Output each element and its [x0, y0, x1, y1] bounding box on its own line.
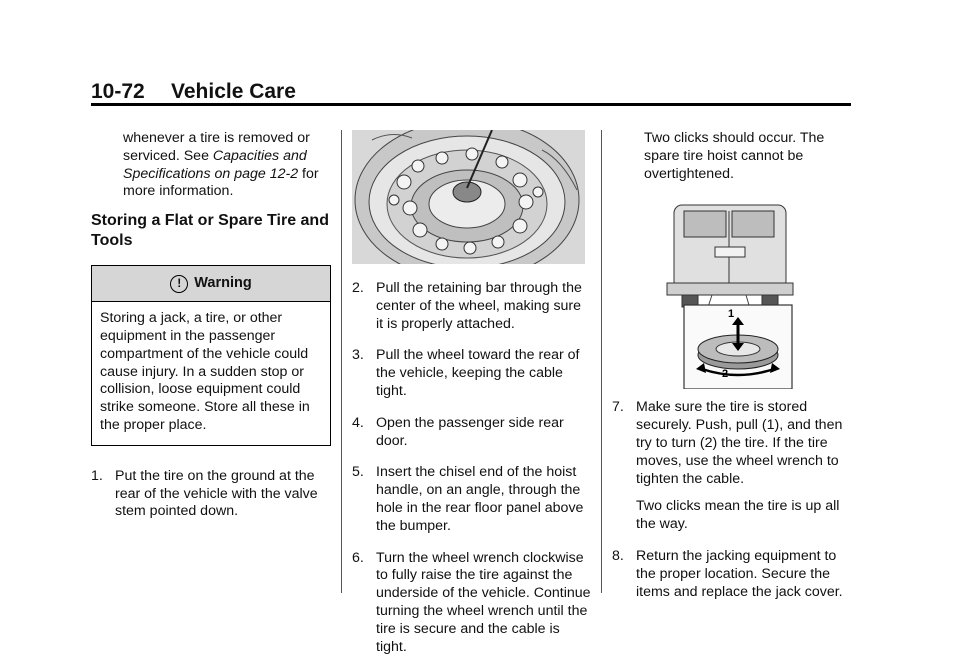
intro-paragraph: whenever a tire is removed or serviced. See Capacities and Specifications on page 12-2 for more information. [123, 130, 319, 200]
step-1: 1. Put the tire on the ground at the rear of the vehicle with the valve stem pointed down. [91, 467, 318, 520]
continuation-paragraph: Two clicks should occur. The spare tire hoist cannot be overtightened. [644, 130, 825, 182]
figure-label-1: 1 [728, 308, 735, 321]
step-8: 8. Return the jacking equipment to the proper location. Secure the items and replace the jack cover. [612, 547, 843, 600]
header-rule [91, 103, 851, 106]
step-7-note: Two clicks mean the tire is up all the way. [636, 498, 840, 533]
steps-list [352, 280, 592, 656]
warning-title: Warning [194, 274, 252, 291]
warning-header [92, 266, 330, 302]
vehicle-rear-tire-illustration [612, 197, 857, 389]
step-4: 4. Open the passenger side rear door. [352, 414, 564, 449]
cross-reference-link[interactable]: Capacities and Specifications on page 12-2 [123, 147, 307, 182]
spare-tire-wheel-illustration [352, 130, 585, 264]
warning-text: Storing a jack, a tire, or other equipment in the passenger compartment of the vehicle could cause injury. In a sudden stop or collision, loose equipment could strike someone. Store all these in the proper place. [100, 310, 310, 433]
warning-icon: ! [170, 275, 188, 293]
step-5: 5. Insert the chisel end of the hoist handle, on an angle, through the hole in the rear floor panel above the bumper. [352, 464, 584, 534]
column-1 [91, 130, 331, 521]
step-3: 3. Pull the wheel toward the rear of the vehicle, keeping the cable tight. [352, 347, 580, 399]
column-divider-1 [341, 130, 342, 593]
column-2 [352, 130, 592, 656]
column-divider-2 [601, 130, 602, 593]
step-7: 7. Make sure the tire is stored securely. Push, pull (1), and then try to turn (2) the tire. If the tire moves, use the wheel wrench to tighten the cable. [612, 399, 843, 487]
step-2: 2. Pull the retaining bar through the center of the wheel, making sure it is properly attached. [352, 280, 582, 332]
page-number: 10-72 [91, 80, 145, 103]
warning-box [91, 265, 331, 446]
step-6: 6. Turn the wheel wrench clockwise to fully raise the tire against the underside of the vehicle. Continue turning the wheel wrench until the tire is secure and the cable is tight. [352, 549, 591, 655]
section-heading: Storing a Flat or Spare Tire and Tools [91, 212, 329, 250]
section-title: Vehicle Care [171, 80, 296, 103]
column-3 [612, 130, 857, 601]
figure-label-2: 2 [722, 368, 729, 381]
